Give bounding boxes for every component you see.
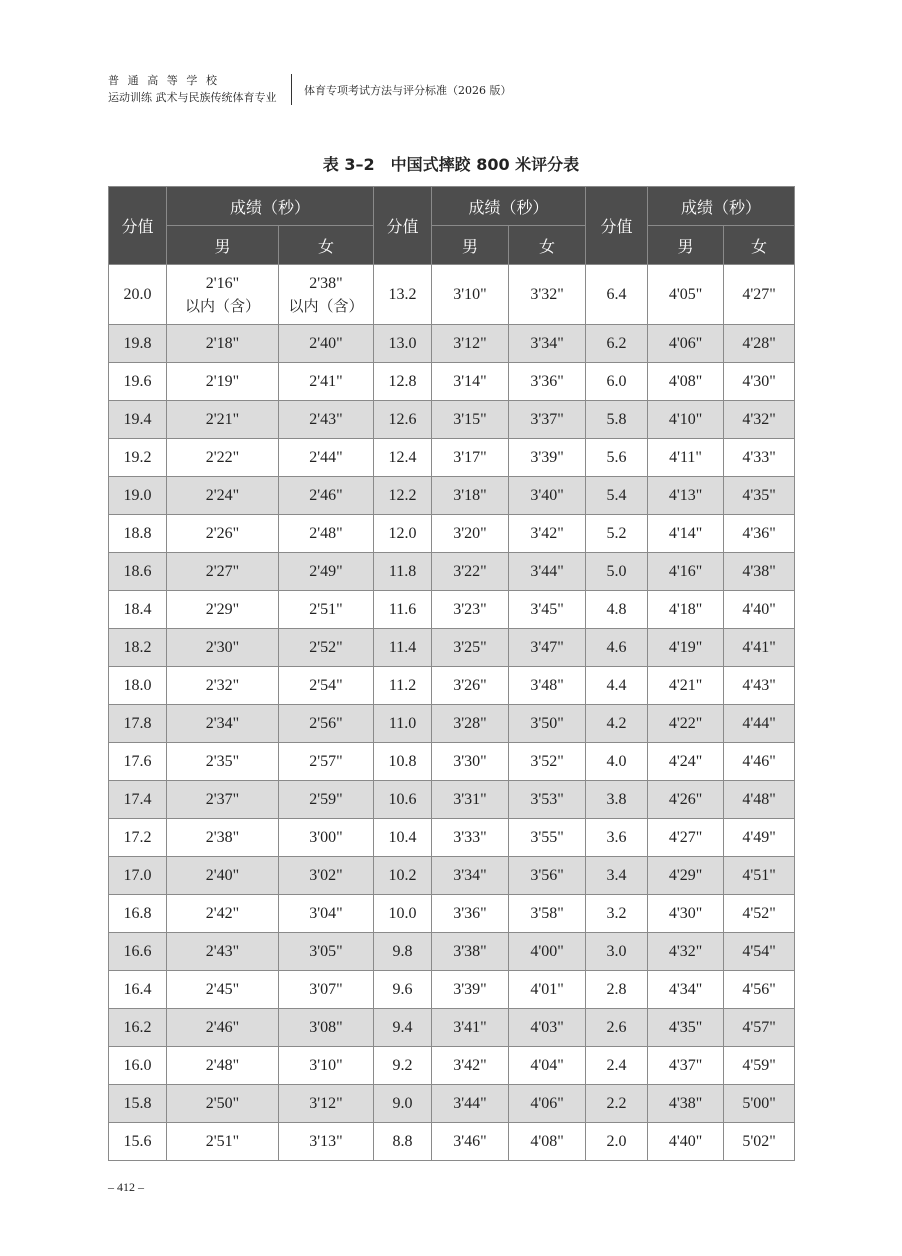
male-time-cell: 4'16" xyxy=(648,553,724,591)
table-row xyxy=(109,477,795,515)
male-time-cell: 4'30" xyxy=(648,895,724,933)
table-row xyxy=(109,895,795,933)
male-time-cell: 2'29" xyxy=(167,591,279,629)
male-time-cell: 3'20" xyxy=(432,515,509,553)
table-row xyxy=(109,265,795,325)
score-cell: 12.0 xyxy=(374,515,432,553)
male-time-cell: 3'18" xyxy=(432,477,509,515)
female-time-cell: 4'38" xyxy=(724,553,795,591)
female-time-cell: 3'53" xyxy=(509,781,586,819)
score-cell: 16.0 xyxy=(109,1047,167,1085)
score-cell: 10.6 xyxy=(374,781,432,819)
male-time-cell: 3'36" xyxy=(432,895,509,933)
female-time-cell: 3'50" xyxy=(509,705,586,743)
female-time-cell: 3'48" xyxy=(509,667,586,705)
female-time-cell: 4'27" xyxy=(724,265,795,325)
header-result-group-1: 成绩（秒） xyxy=(167,187,374,226)
female-time-cell: 2'52" xyxy=(279,629,374,667)
female-time-cell: 4'04" xyxy=(509,1047,586,1085)
male-time-cell: 4'34" xyxy=(648,971,724,1009)
male-time-cell: 4'10" xyxy=(648,401,724,439)
score-cell: 3.6 xyxy=(586,819,648,857)
table-row xyxy=(109,629,795,667)
male-time-cell: 4'37" xyxy=(648,1047,724,1085)
female-time-cell: 4'51" xyxy=(724,857,795,895)
header-score-col-3: 分值 xyxy=(586,187,648,265)
male-time-cell: 4'27" xyxy=(648,819,724,857)
score-cell: 6.0 xyxy=(586,363,648,401)
female-time-cell: 2'59" xyxy=(279,781,374,819)
score-cell: 2.0 xyxy=(586,1123,648,1161)
female-time-cell: 3'32" xyxy=(509,265,586,325)
score-cell: 3.2 xyxy=(586,895,648,933)
female-time-cell: 3'56" xyxy=(509,857,586,895)
header-male-1: 男 xyxy=(167,226,279,265)
female-time-cell: 2'48" xyxy=(279,515,374,553)
male-time-cell: 4'05" xyxy=(648,265,724,325)
score-cell: 10.4 xyxy=(374,819,432,857)
female-time: 2'38" xyxy=(309,274,343,292)
male-time-cell: 2'37" xyxy=(167,781,279,819)
female-time-cell: 3'42" xyxy=(509,515,586,553)
male-time-cell: 4'35" xyxy=(648,1009,724,1047)
score-cell: 11.2 xyxy=(374,667,432,705)
page-number: – 412 – xyxy=(108,1180,144,1194)
male-time-cell: 3'23" xyxy=(432,591,509,629)
score-cell: 11.8 xyxy=(374,553,432,591)
female-time-cell: 2'57" xyxy=(279,743,374,781)
score-cell: 17.8 xyxy=(109,705,167,743)
male-time-cell: 3'42" xyxy=(432,1047,509,1085)
score-cell: 3.0 xyxy=(586,933,648,971)
score-cell: 12.8 xyxy=(374,363,432,401)
score-cell: 13.2 xyxy=(374,265,432,325)
female-time-cell: 3'07" xyxy=(279,971,374,1009)
score-cell: 9.2 xyxy=(374,1047,432,1085)
male-time-cell: 2'21" xyxy=(167,401,279,439)
female-time-cell: 4'52" xyxy=(724,895,795,933)
header-result-group-2: 成绩（秒） xyxy=(432,187,586,226)
score-cell: 4.4 xyxy=(586,667,648,705)
female-time-cell: 4'03" xyxy=(509,1009,586,1047)
male-time-cell: 2'27" xyxy=(167,553,279,591)
score-cell: 19.0 xyxy=(109,477,167,515)
score-cell: 5.8 xyxy=(586,401,648,439)
table-caption xyxy=(0,152,902,175)
female-time-cell: 4'54" xyxy=(724,933,795,971)
male-time-cell: 2'51" xyxy=(167,1123,279,1161)
female-time-cell: 4'00" xyxy=(509,933,586,971)
female-time-note: 以内（含） xyxy=(288,296,364,315)
score-cell: 19.8 xyxy=(109,325,167,363)
male-time: 2'16" xyxy=(205,274,240,292)
female-time-cell: 4'40" xyxy=(724,591,795,629)
header-male-3: 男 xyxy=(648,226,724,265)
table-title: 中国式摔跤 800 米评分表 xyxy=(390,155,580,174)
header-score-col-2: 分值 xyxy=(374,187,432,265)
female-time-cell: 3'58" xyxy=(509,895,586,933)
male-time-cell: 4'32" xyxy=(648,933,724,971)
male-time-cell: 3'44" xyxy=(432,1085,509,1123)
female-time-cell: 4'49" xyxy=(724,819,795,857)
score-cell: 5.4 xyxy=(586,477,648,515)
table-row xyxy=(109,971,795,1009)
male-time-cell: 4'40" xyxy=(648,1123,724,1161)
score-cell: 3.8 xyxy=(586,781,648,819)
male-time-cell: 2'48" xyxy=(167,1047,279,1085)
female-time-cell: 4'35" xyxy=(724,477,795,515)
score-cell: 3.4 xyxy=(586,857,648,895)
male-time-cell: 3'46" xyxy=(432,1123,509,1161)
female-time-cell: 5'02" xyxy=(724,1123,795,1161)
score-cell: 17.2 xyxy=(109,819,167,857)
male-time-cell: 4'24" xyxy=(648,743,724,781)
male-time-cell: 2'46" xyxy=(167,1009,279,1047)
score-cell: 9.0 xyxy=(374,1085,432,1123)
female-time-cell: 3'05" xyxy=(279,933,374,971)
male-time-cell: 2'35" xyxy=(167,743,279,781)
score-cell: 2.8 xyxy=(586,971,648,1009)
male-time-cell: 2'19" xyxy=(167,363,279,401)
table-header-row xyxy=(109,187,795,226)
score-cell: 18.2 xyxy=(109,629,167,667)
female-time-cell: 4'57" xyxy=(724,1009,795,1047)
score-cell: 17.6 xyxy=(109,743,167,781)
female-time-cell: 3'44" xyxy=(509,553,586,591)
score-table xyxy=(108,186,795,1161)
male-time-cell: 4'06" xyxy=(648,325,724,363)
score-cell: 12.4 xyxy=(374,439,432,477)
female-time-cell: 3'40" xyxy=(509,477,586,515)
header-book-title: 体育专项考试方法与评分标准（2026 版） xyxy=(304,84,512,97)
female-time-cell: 4'43" xyxy=(724,667,795,705)
table-row xyxy=(109,439,795,477)
female-time-cell: 3'04" xyxy=(279,895,374,933)
table-row xyxy=(109,667,795,705)
female-time-cell: 2'56" xyxy=(279,705,374,743)
female-time-cell xyxy=(279,265,374,325)
header-divider xyxy=(291,74,292,105)
male-time-cell: 4'14" xyxy=(648,515,724,553)
female-time-cell: 4'01" xyxy=(509,971,586,1009)
male-time-cell: 3'14" xyxy=(432,363,509,401)
female-time-cell: 2'44" xyxy=(279,439,374,477)
score-cell: 20.0 xyxy=(109,265,167,325)
score-cell: 18.8 xyxy=(109,515,167,553)
male-time-cell: 4'19" xyxy=(648,629,724,667)
female-time-cell: 4'36" xyxy=(724,515,795,553)
score-cell: 16.8 xyxy=(109,895,167,933)
header-result-group-3: 成绩（秒） xyxy=(648,187,795,226)
male-time-cell: 3'15" xyxy=(432,401,509,439)
male-time-cell: 3'28" xyxy=(432,705,509,743)
score-cell: 10.0 xyxy=(374,895,432,933)
male-time-cell: 2'42" xyxy=(167,895,279,933)
female-time-cell: 3'55" xyxy=(509,819,586,857)
male-time-cell: 3'22" xyxy=(432,553,509,591)
female-time-cell: 3'08" xyxy=(279,1009,374,1047)
score-cell: 10.2 xyxy=(374,857,432,895)
table-row xyxy=(109,515,795,553)
male-time-cell: 4'08" xyxy=(648,363,724,401)
table-row xyxy=(109,1123,795,1161)
female-time-cell: 2'54" xyxy=(279,667,374,705)
table-row xyxy=(109,819,795,857)
score-cell: 4.0 xyxy=(586,743,648,781)
score-cell: 9.6 xyxy=(374,971,432,1009)
score-cell: 11.4 xyxy=(374,629,432,667)
score-cell: 5.6 xyxy=(586,439,648,477)
female-time-cell: 3'02" xyxy=(279,857,374,895)
female-time-cell: 4'56" xyxy=(724,971,795,1009)
score-cell: 12.6 xyxy=(374,401,432,439)
table-row xyxy=(109,1085,795,1123)
header-left-block xyxy=(108,74,278,105)
female-time-cell: 3'00" xyxy=(279,819,374,857)
header-major-name: 运动训练 武术与民族传统体育专业 xyxy=(108,91,277,104)
table-row xyxy=(109,591,795,629)
female-time-cell: 4'06" xyxy=(509,1085,586,1123)
male-time-cell: 4'13" xyxy=(648,477,724,515)
score-cell: 11.0 xyxy=(374,705,432,743)
table-row xyxy=(109,743,795,781)
table-row xyxy=(109,1047,795,1085)
male-time-cell: 3'30" xyxy=(432,743,509,781)
score-cell: 19.6 xyxy=(109,363,167,401)
score-cell: 4.8 xyxy=(586,591,648,629)
female-time-cell: 4'08" xyxy=(509,1123,586,1161)
female-time-cell: 4'59" xyxy=(724,1047,795,1085)
table-row xyxy=(109,553,795,591)
female-time-cell: 4'28" xyxy=(724,325,795,363)
female-time-cell: 3'37" xyxy=(509,401,586,439)
male-time-cell: 4'11" xyxy=(648,439,724,477)
female-time-cell: 3'36" xyxy=(509,363,586,401)
table-row xyxy=(109,857,795,895)
female-time-cell: 4'41" xyxy=(724,629,795,667)
score-cell: 11.6 xyxy=(374,591,432,629)
score-cell: 18.4 xyxy=(109,591,167,629)
male-time-cell: 3'38" xyxy=(432,933,509,971)
male-time-cell: 3'39" xyxy=(432,971,509,1009)
table-row xyxy=(109,933,795,971)
female-time-cell: 4'46" xyxy=(724,743,795,781)
score-cell: 5.0 xyxy=(586,553,648,591)
female-time-cell: 3'34" xyxy=(509,325,586,363)
table-row xyxy=(109,325,795,363)
score-cell: 5.2 xyxy=(586,515,648,553)
female-time-cell: 2'41" xyxy=(279,363,374,401)
female-time-cell: 4'32" xyxy=(724,401,795,439)
male-time-cell: 2'18" xyxy=(167,325,279,363)
male-time-cell: 3'10" xyxy=(432,265,509,325)
male-time-cell: 4'18" xyxy=(648,591,724,629)
male-time-cell: 2'30" xyxy=(167,629,279,667)
female-time-cell: 4'33" xyxy=(724,439,795,477)
score-cell: 16.4 xyxy=(109,971,167,1009)
table-subheader-row xyxy=(109,226,795,265)
score-cell: 15.6 xyxy=(109,1123,167,1161)
score-cell: 17.0 xyxy=(109,857,167,895)
score-cell: 2.4 xyxy=(586,1047,648,1085)
male-time-cell: 4'38" xyxy=(648,1085,724,1123)
male-time-cell: 4'26" xyxy=(648,781,724,819)
score-cell: 9.8 xyxy=(374,933,432,971)
female-time-cell: 3'10" xyxy=(279,1047,374,1085)
score-cell: 6.2 xyxy=(586,325,648,363)
female-time-cell: 2'46" xyxy=(279,477,374,515)
score-cell: 15.8 xyxy=(109,1085,167,1123)
female-time-cell: 4'30" xyxy=(724,363,795,401)
score-cell: 19.2 xyxy=(109,439,167,477)
male-time-note: 以内（含） xyxy=(184,296,260,315)
female-time-cell: 3'47" xyxy=(509,629,586,667)
male-time-cell: 4'22" xyxy=(648,705,724,743)
table-row xyxy=(109,781,795,819)
score-cell: 17.4 xyxy=(109,781,167,819)
male-time-cell: 2'26" xyxy=(167,515,279,553)
male-time-cell: 2'38" xyxy=(167,819,279,857)
score-cell: 13.0 xyxy=(374,325,432,363)
female-time-cell: 4'44" xyxy=(724,705,795,743)
male-time-cell: 2'43" xyxy=(167,933,279,971)
male-time-cell: 4'29" xyxy=(648,857,724,895)
header-female-1: 女 xyxy=(279,226,374,265)
score-cell: 6.4 xyxy=(586,265,648,325)
score-cell: 2.6 xyxy=(586,1009,648,1047)
male-time-cell: 2'22" xyxy=(167,439,279,477)
female-time-cell: 3'52" xyxy=(509,743,586,781)
female-time-cell: 2'51" xyxy=(279,591,374,629)
header-female-3: 女 xyxy=(724,226,795,265)
male-time-cell: 3'34" xyxy=(432,857,509,895)
male-time-cell: 2'45" xyxy=(167,971,279,1009)
female-time-cell: 2'43" xyxy=(279,401,374,439)
male-time-cell: 3'26" xyxy=(432,667,509,705)
female-time-cell: 3'45" xyxy=(509,591,586,629)
score-cell: 18.0 xyxy=(109,667,167,705)
score-cell: 10.8 xyxy=(374,743,432,781)
table-number: 表 3–2 xyxy=(322,155,375,174)
table-row xyxy=(109,363,795,401)
male-time-cell: 2'40" xyxy=(167,857,279,895)
female-time-cell: 2'49" xyxy=(279,553,374,591)
male-time-cell xyxy=(167,265,279,325)
male-time-cell: 2'24" xyxy=(167,477,279,515)
score-cell: 4.6 xyxy=(586,629,648,667)
female-time-cell: 4'48" xyxy=(724,781,795,819)
score-cell: 16.2 xyxy=(109,1009,167,1047)
male-time-cell: 3'25" xyxy=(432,629,509,667)
female-time-cell: 3'39" xyxy=(509,439,586,477)
female-time-cell: 5'00" xyxy=(724,1085,795,1123)
male-time-cell: 3'17" xyxy=(432,439,509,477)
male-time-cell: 3'41" xyxy=(432,1009,509,1047)
score-cell: 8.8 xyxy=(374,1123,432,1161)
male-time-cell: 3'31" xyxy=(432,781,509,819)
header-school-name: 普通高等学校 xyxy=(108,74,226,87)
header-score-col-1: 分值 xyxy=(109,187,167,265)
header-male-2: 男 xyxy=(432,226,509,265)
score-cell: 16.6 xyxy=(109,933,167,971)
table-row xyxy=(109,401,795,439)
score-cell: 19.4 xyxy=(109,401,167,439)
male-time-cell: 2'34" xyxy=(167,705,279,743)
female-time-cell: 3'13" xyxy=(279,1123,374,1161)
male-time-cell: 3'33" xyxy=(432,819,509,857)
female-time-cell: 2'40" xyxy=(279,325,374,363)
score-cell: 12.2 xyxy=(374,477,432,515)
male-time-cell: 2'50" xyxy=(167,1085,279,1123)
score-cell: 18.6 xyxy=(109,553,167,591)
score-cell: 2.2 xyxy=(586,1085,648,1123)
male-time-cell: 2'32" xyxy=(167,667,279,705)
male-time-cell: 4'21" xyxy=(648,667,724,705)
table-row xyxy=(109,1009,795,1047)
score-cell: 4.2 xyxy=(586,705,648,743)
table-row xyxy=(109,705,795,743)
score-cell: 9.4 xyxy=(374,1009,432,1047)
male-time-cell: 3'12" xyxy=(432,325,509,363)
female-time-cell: 3'12" xyxy=(279,1085,374,1123)
header-female-2: 女 xyxy=(509,226,586,265)
